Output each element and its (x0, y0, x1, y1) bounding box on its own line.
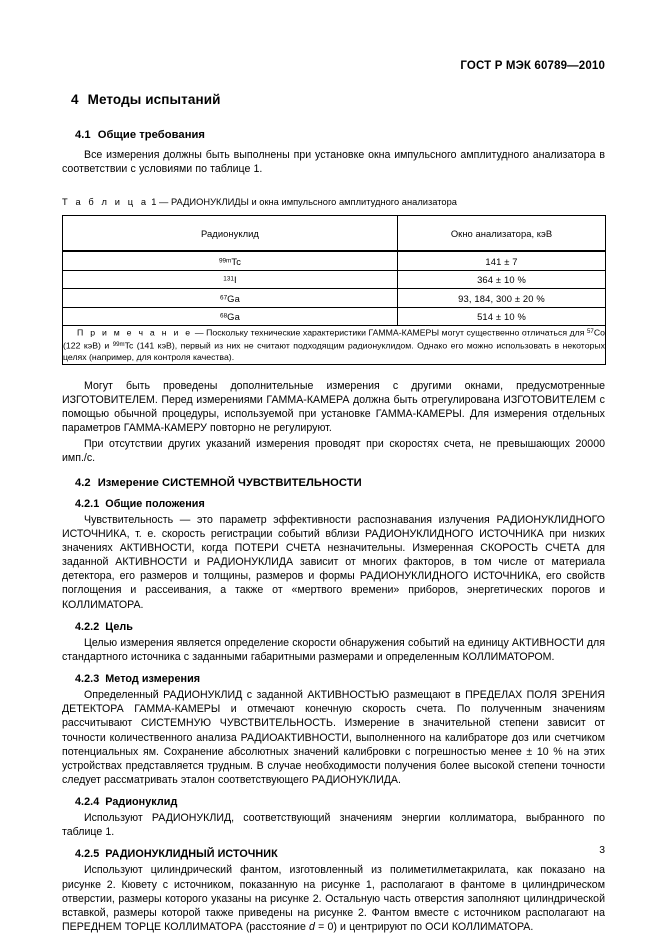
heading-clause-4-2 (75, 477, 605, 489)
note-part-1: Поскольку технические характеристики ГАММА-КАМЕРЫ могут существенно отличаться для (206, 327, 585, 338)
isotope-symbol: Ga (227, 292, 240, 304)
table-cell-radionuclide (63, 307, 398, 326)
clause-4-2-number: 4.2 (75, 476, 91, 489)
isotope-symbol: Ga (227, 311, 240, 323)
table-1-note-text (63, 326, 605, 363)
note-isotope-1-text: Co (122 кэВ) и (63, 327, 605, 351)
page-number: 3 (599, 845, 605, 856)
table-note-row (63, 326, 606, 364)
isotope-symbol: I (233, 274, 237, 286)
after-table-paragraph-2: При отсутствии других указаний измерения проводят при скоростях счета, не превышающих 20000 имп./с. (62, 438, 605, 465)
clause-4-1-paragraph: Все измерения должны быть выполнены при установке окна импульсного амплитудного анализатора в соответствии с условиями по таблице 1. (62, 149, 605, 176)
table-1-head (63, 216, 606, 252)
clause-4-2-1-number: 4.2.1 (75, 497, 100, 510)
clause-4-2-4-paragraph: Используют РАДИОНУКЛИД, соответствующий значениям энергии коллиматора, выбранного по таблице 1. (62, 812, 605, 839)
heading-clause-4 (71, 92, 605, 107)
table-1-body (63, 251, 606, 364)
table-1-note-cell (63, 326, 606, 364)
clause-4-2-2-paragraph: Целью измерения является определение скорости обнаружения событий на единицу АКТИВНОСТИ для стандартного источника с заданными габаритными размерами и определенным КОЛЛИМАТОРОМ. (62, 636, 605, 663)
table-header-row (63, 216, 606, 252)
heading-clause-4-1 (75, 129, 605, 141)
heading-clause-4-2-4 (75, 796, 605, 808)
clause-4-2-5-text-part-1: Используют цилиндрический фантом, изготовленный из полиметилметакрилата, как показано на рисунке 2. Кювету с источником, показанную на рисунке 1, располагают в фантоме в цилиндрическом отверстии, размеры которого указаны на рисунке 2. Остальную часть отверстия заполняют цилиндрической вставкой, размеры которой также приведены на рисунке 2. Фантом вместе с источником располагают на ПЕРЕДНЕМ ТОРЦЕ КОЛЛИМАТОРА (расстояние (62, 864, 605, 934)
table-cell-window: 141 ± 7 (398, 251, 606, 270)
clause-4-2-1-title: Общие положения (105, 497, 205, 510)
note-dash: — (194, 327, 204, 338)
note-isotope-2-text: Tc (141 кэВ), первый из них не считают подходящим радионуклидом. Однако его можно использовать в некоторых целях (например, для контроля качества). (63, 340, 605, 363)
heading-clause-4-2-1 (75, 498, 605, 510)
table-cell-radionuclide (63, 270, 398, 289)
clause-4-2-5-paragraph (62, 863, 605, 934)
heading-clause-4-2-3 (75, 673, 605, 685)
isotope-symbol: Tc (231, 255, 242, 267)
clause-4-number: 4 (71, 92, 79, 107)
isotope-mass-number: 67 (220, 293, 228, 301)
table-1-radionuclides (62, 215, 606, 364)
table-cell-window: 514 ± 10 % (398, 307, 606, 326)
table-1-caption-number: 1 (151, 197, 157, 208)
clause-4-2-3-paragraph: Определенный РАДИОНУКЛИД с заданной АКТИВНОСТЬЮ размещают в ПРЕДЕЛАХ ПОЛЯ ЗРЕНИЯ ДЕТЕКТОРА ГАММА-КАМЕРЫ и отмечают конечную скорость счета. По полученным значениям рассчитывают СИСТЕМНУЮ ЧУВСТВИТЕЛЬНОСТЬ. Измерение в значительной степени зависит от точности количественного анализа РАДИОАКТИВНОСТИ, выполненного на калибраторе доз или счетчиком потенциальных ям. Сохранение абсолютных значений калибровки с погрешностью менее ± 10 % на этих устройствах представляется трудным. В случае необходимости получения более высокой степени точности следует рассматривать эталон соответствующего РАДИОНУКЛИДА. (62, 689, 605, 786)
clause-4-2-5-number: 4.2.5 (75, 848, 100, 861)
spacer (62, 178, 605, 197)
clause-4-2-1-paragraph: Чувствительность — это параметр эффективности распознавания излучения РАДИОНУКЛИДНОГО ИСТОЧНИКА, т. е. скорость регистрации событий вблизи РАДИОНУКЛИДНОГО ИСТОЧНИКА при низких значениях АКТИВНОСТИ, когда ПОТЕРИ СЧЕТА незначительны. Измеренная СКОРОСТЬ СЧЕТА для заданной АКТИВНОСТИ и РАДИОНУКЛИДА зависит от многих факторов, в том числе от материала детектора, его размеров и толщины, размеров и формы РАДИОНУКЛИДНОГО ИСТОЧНИКА, его свойств поглощения и рассеивания, а также от «мертвого времени» приборов, энергетических порогов и КОЛЛИМАТОРА. (62, 513, 605, 611)
heading-clause-4-2-2 (75, 621, 605, 633)
clause-4-2-2-number: 4.2.2 (75, 620, 100, 633)
note-isotope-1-mass: 57 (587, 328, 594, 336)
clause-4-2-title: Измерение СИСТЕМНОЙ ЧУВСТВИТЕЛЬНОСТИ (97, 476, 362, 489)
clause-4-2-3-number: 4.2.3 (75, 673, 100, 686)
table-1-caption-dash: — (159, 197, 169, 208)
clause-4-1-number: 4.1 (75, 129, 91, 141)
note-isotope-2-mass: 99m (112, 341, 125, 349)
isotope-mass-number: 131 (223, 275, 234, 283)
clause-4-2-3-title: Метод измерения (105, 673, 201, 686)
table-cell-window: 364 ± 10 % (398, 270, 606, 289)
table-row (63, 270, 606, 289)
table-1-header-radionuclide: Радионуклид (63, 216, 398, 252)
clause-4-title: Методы испытаний (87, 92, 221, 107)
spacer (62, 365, 605, 379)
table-1-caption-label: Т а б л и ц а (62, 197, 149, 208)
clause-4-2-4-number: 4.2.4 (75, 796, 100, 809)
table-row (63, 307, 606, 326)
spacer (62, 468, 605, 477)
page-content (62, 92, 605, 934)
clause-4-2-5-title: РАДИОНУКЛИДНЫЙ ИСТОЧНИК (105, 848, 278, 861)
isotope-mass-number: 99m (218, 256, 232, 264)
table-cell-radionuclide (63, 289, 398, 308)
table-cell-radionuclide (63, 251, 398, 270)
clause-4-1-title: Общие требования (97, 129, 206, 141)
clause-4-2-5-text-part-2: = 0) и центрируют по ОСИ КОЛЛИМАТОРА. (318, 921, 534, 934)
table-1-header-analyzer-window: Окно анализатора, кэВ (398, 216, 606, 252)
clause-4-2-2-title: Цель (105, 620, 133, 633)
document-header-standard-number: ГОСТ Р МЭК 60789—2010 (460, 60, 605, 72)
note-label: П р и м е ч а н и е (77, 327, 193, 338)
table-1-caption-text: РАДИОНУКЛИДЫ и окна импульсного амплитудного анализатора (170, 197, 457, 208)
distance-variable-d: d (309, 921, 315, 934)
after-table-paragraph-1: Могут быть проведены дополнительные измерения с другими окнами, предусмотренные ИЗГОТОВИТЕЛЕМ. Перед измерениями ГАММА-КАМЕРА должна быть отрегулирована ИЗГОТОВИТЕЛЕМ с помощью обычной процедуры, используемой при установке ГАММА-КАМЕРЫ. Для измерения отдельных параметров ГАММА-КАМЕРУ повторно не регулируют. (62, 379, 605, 435)
table-cell-window: 93, 184, 300 ± 20 % (398, 289, 606, 308)
table-1-caption (62, 197, 605, 207)
isotope-mass-number: 68 (220, 312, 228, 320)
table-row (63, 251, 606, 270)
table-row (63, 289, 606, 308)
clause-4-2-4-title: Радионуклид (105, 796, 178, 809)
